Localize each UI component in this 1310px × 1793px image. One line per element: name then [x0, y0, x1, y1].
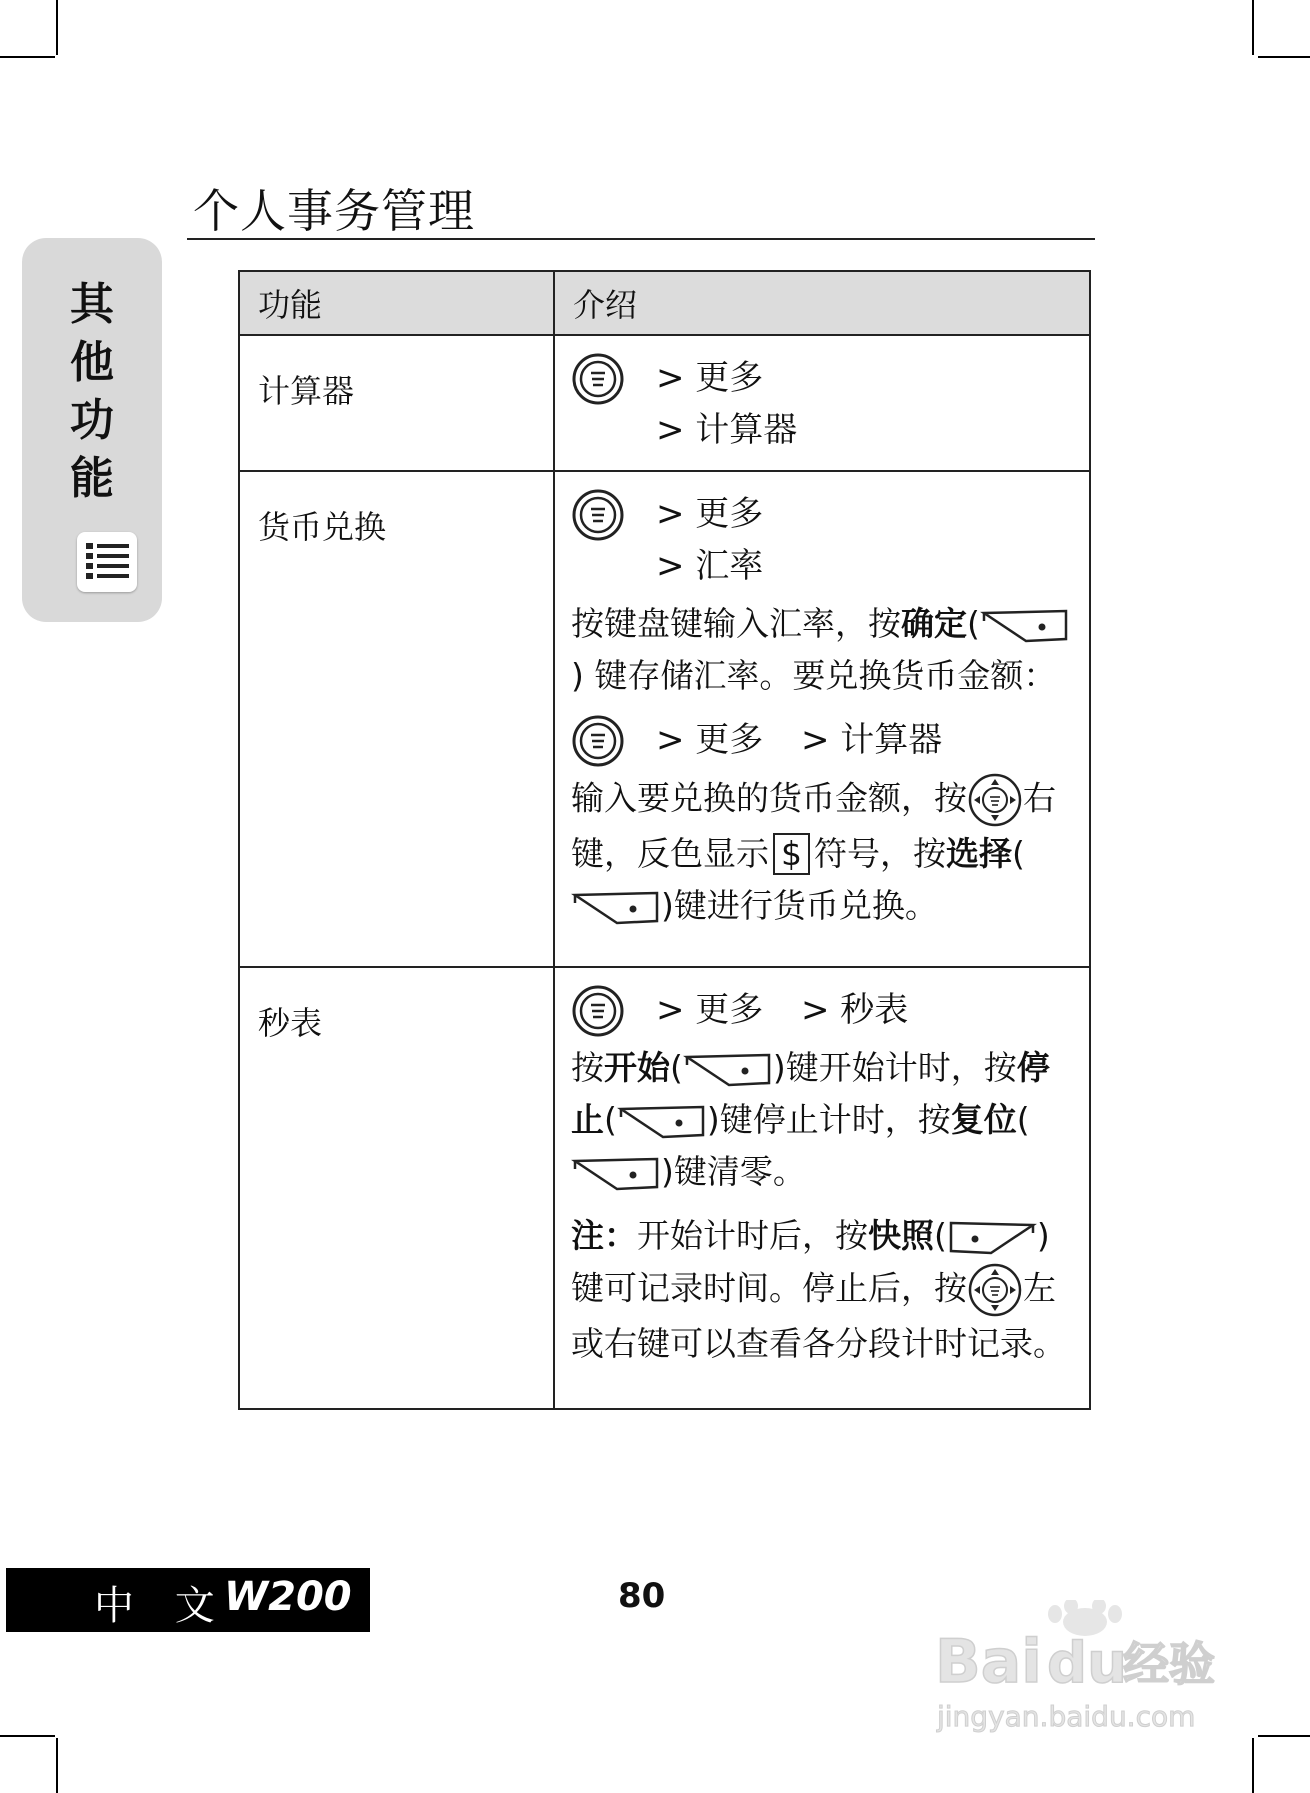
svg-text:经验: 经验: [1123, 1637, 1215, 1691]
menu-path-step: > 更多: [656, 358, 764, 398]
menu-key-icon: [571, 984, 625, 1038]
right-softkey-icon: [617, 1101, 707, 1143]
footer-model-label: [6, 1568, 370, 1632]
section-char: 其: [70, 279, 114, 330]
section-char: 功: [70, 395, 114, 446]
title-divider: [187, 238, 1095, 240]
menu-path-step: > 更多: [656, 494, 764, 534]
note-text: 注：开始计时后，按快照( )键可记录时间。停止后，按 左或右键可以查看各分段计时记录。: [571, 1216, 1066, 1363]
menu-path-step: > 计算器: [801, 720, 943, 760]
crop-mark: [56, 0, 58, 55]
section-char: 能: [70, 453, 114, 504]
function-name: 秒表: [258, 1004, 323, 1042]
instruction-text: 输入要兑换的货币金额，按 右键，反色显示 $ 符号，按选择()键进行货币兑换。: [571, 772, 1075, 932]
crop-mark: [1252, 0, 1254, 55]
section-label: [22, 276, 162, 508]
footer-model: W200: [224, 1574, 352, 1620]
right-softkey-icon: [571, 887, 661, 929]
table-header-row: [239, 271, 1090, 335]
crop-mark: [0, 1735, 55, 1737]
note-label: 注：: [571, 1216, 637, 1255]
table-row: [239, 471, 1090, 967]
key-name: 确定: [901, 604, 967, 643]
menu-path-step: > 秒表: [801, 990, 909, 1030]
menu-path-step: > 更多: [656, 990, 764, 1030]
right-softkey-icon: [980, 605, 1070, 647]
crop-mark: [1258, 56, 1310, 58]
function-name: 计算器: [258, 372, 355, 410]
function-name: 货币兑换: [258, 508, 387, 546]
menu-key-icon: [571, 352, 625, 406]
crop-mark: [1258, 1735, 1310, 1737]
dollar-symbol-box: $: [773, 833, 810, 875]
function-table: [238, 270, 1091, 1410]
list-menu-icon: [77, 532, 137, 592]
key-name: 快照: [868, 1216, 934, 1255]
crop-mark: [1252, 1738, 1254, 1793]
right-softkey-icon: [571, 1153, 661, 1195]
svg-text:jingyan.baidu.com: jingyan.baidu.com: [937, 1700, 1196, 1733]
right-softkey-icon: [683, 1049, 773, 1091]
svg-text:du: du: [1047, 1631, 1127, 1696]
header-intro: 介绍: [554, 271, 1090, 335]
navigation-key-icon: [967, 1262, 1023, 1318]
crop-mark: [56, 1738, 58, 1793]
svg-text:Bai: Bai: [935, 1627, 1042, 1697]
table-row: [239, 335, 1090, 471]
left-softkey-icon: [947, 1217, 1037, 1259]
page-number: 80: [618, 1576, 666, 1616]
menu-key-icon: [571, 488, 625, 542]
baidu-watermark-logo: [935, 1600, 1235, 1740]
instruction-text: 按开始( )键开始计时，按停止( )键停止计时，按复位()键清零。: [571, 1042, 1075, 1198]
section-char: 他: [70, 337, 114, 388]
header-function: 功能: [239, 271, 554, 335]
menu-key-icon: [571, 714, 625, 768]
key-name: 选择: [946, 834, 1012, 873]
page-title: 个人事务管理: [193, 184, 475, 238]
menu-path-step: > 计算器: [656, 410, 798, 450]
menu-path-step: > 汇率: [656, 546, 764, 586]
instruction-text: 按键盘键输入汇率，按确定() 键存储汇率。要兑换货币金额：: [571, 598, 1075, 702]
key-name: 开始: [604, 1048, 670, 1087]
footer-language: 中 文: [94, 1583, 229, 1629]
crop-mark: [0, 56, 55, 58]
key-name: 停止: [571, 1048, 1050, 1139]
table-row: [239, 967, 1090, 1409]
navigation-key-icon: [967, 772, 1023, 828]
key-name: 复位: [950, 1100, 1017, 1139]
menu-path-step: > 更多: [656, 720, 764, 760]
